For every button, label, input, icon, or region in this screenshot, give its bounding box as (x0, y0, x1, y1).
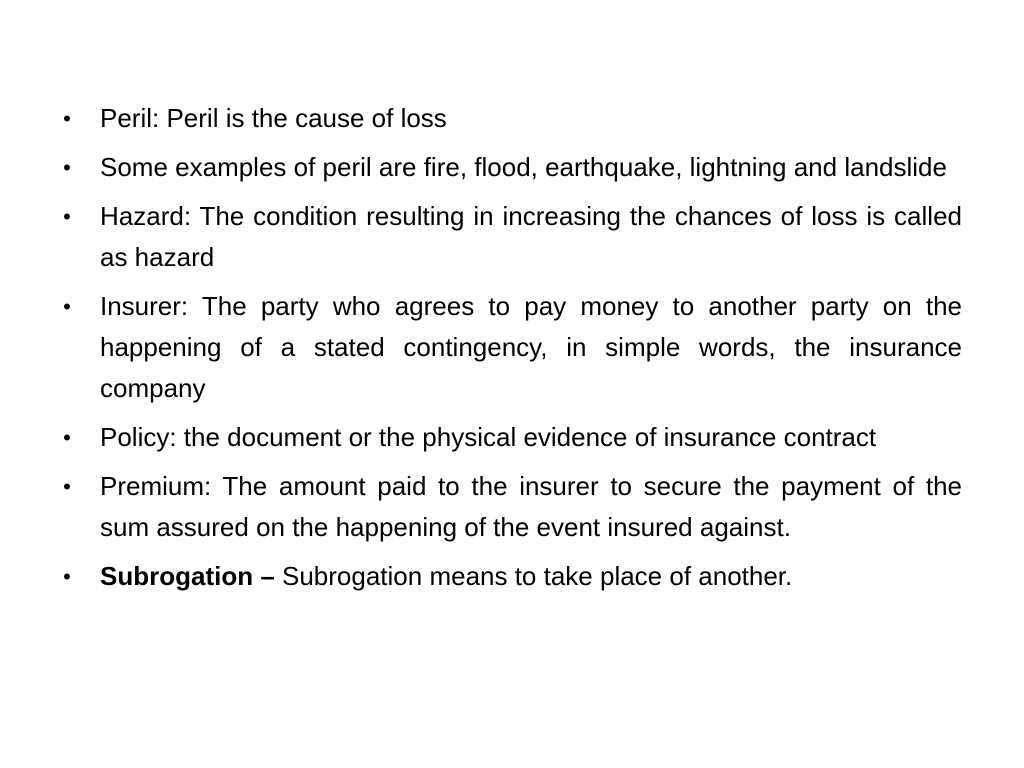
bullet-item-premium (58, 466, 962, 548)
bullet-text: Subrogation means to take place of another. (274, 561, 793, 591)
bullet-dot-icon: • (63, 564, 71, 589)
bullet-text: Policy: the document or the physical evidence of insurance contract (100, 422, 877, 452)
bullet-dot-icon: • (63, 294, 71, 319)
bullet-dot-icon: • (63, 425, 71, 450)
bullet-dot-icon: • (63, 155, 71, 180)
bullet-list (58, 98, 962, 605)
bullet-item-hazard (58, 196, 962, 278)
bullet-text: Some examples of peril are fire, flood, earthquake, lightning and landslide (100, 152, 947, 182)
bullet-dot-icon: • (63, 474, 71, 499)
bullet-text: Peril: Peril is the cause of loss (100, 103, 447, 133)
bullet-text: Hazard: The condition resulting in increasing the chances of loss is called as hazard (100, 201, 962, 272)
bullet-dot-icon: • (63, 204, 71, 229)
bullet-dot-icon: • (63, 106, 71, 131)
bullet-term-bold: Subrogation – (100, 561, 275, 591)
bullet-item-subrogation (58, 556, 962, 597)
bullet-item-insurer (58, 286, 962, 409)
bullet-text: Insurer: The party who agrees to pay money to another party on the happening of a stated contingency, in simple words, the insurance company (100, 291, 962, 403)
bullet-text: Premium: The amount paid to the insurer to secure the payment of the sum assured on the happening of the event insured against. (100, 471, 962, 542)
bullet-item-peril-examples (58, 147, 962, 188)
bullet-item-peril (58, 98, 962, 139)
bullet-item-policy (58, 417, 962, 458)
